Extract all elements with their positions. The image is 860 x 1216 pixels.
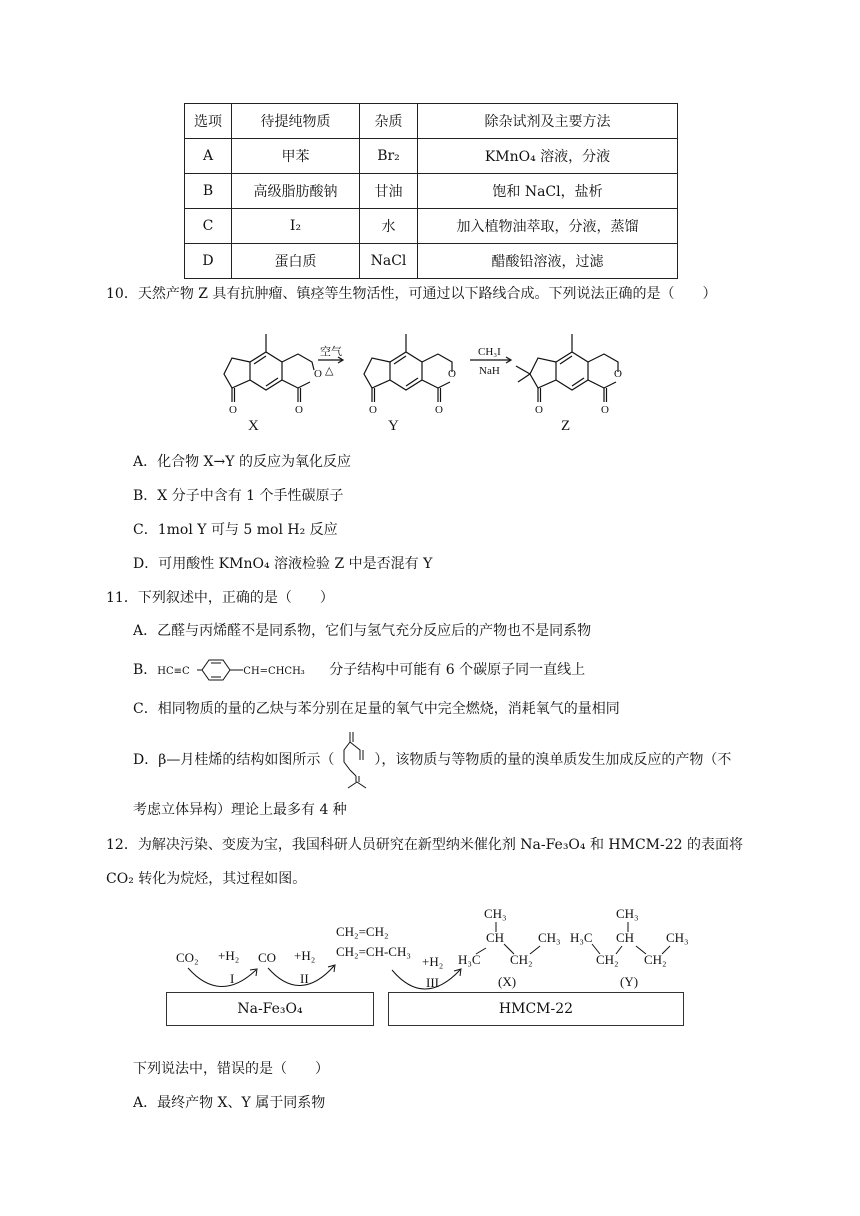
arrow1-condition-top: 空气 (320, 346, 342, 358)
q12-sub-stem: 下列说法中，错误的是（ ） (133, 1061, 329, 1077)
q12-stem-line2: CO₂ 转化为烷烃，其过程如图。 (106, 871, 307, 887)
table-row (185, 139, 678, 174)
q11-option-d-continued: 考虑立体异构）理论上最多有 4 种 (133, 802, 347, 818)
y-ch3-top: CH₃ (616, 906, 639, 921)
atom-o: O (535, 404, 543, 416)
x-ch3-top: CH₃ (484, 906, 507, 921)
table-cell: 甘油 (360, 174, 418, 209)
option-b-prefix: B． (133, 662, 158, 678)
q10-option-d: D．可用酸性 KMnO₄ 溶液检验 Z 中是否混有 Y (133, 556, 433, 572)
table-cell: C (185, 209, 232, 244)
table-cell: I₂ (232, 209, 360, 244)
x-ch: CH (486, 930, 505, 945)
x-ch2: CH₂ (510, 952, 533, 967)
step-3-label: III (426, 975, 439, 990)
catalyst-na-fe3o4-box: Na-Fe₃O₄ (166, 992, 374, 1026)
y-ch2-right: CH₂ (644, 952, 667, 967)
atom-o: O (369, 404, 377, 416)
table-cell: 饱和 NaCl，盐析 (418, 174, 678, 209)
table-cell: B (185, 174, 232, 209)
table-row (185, 174, 678, 209)
atom-o: O (448, 368, 456, 380)
structure-phenyl-enyne (157, 660, 329, 680)
table-cell: D (185, 244, 232, 279)
q11-option-a: A．乙醛与丙烯醛不是同系物，它们与氢气充分反应后的产物也不是同系物 (133, 623, 592, 639)
arrow2-condition-top: CH₃I (478, 346, 501, 358)
x-ch3-right: CH₃ (538, 930, 561, 945)
table-header: 除杂试剂及主要方法 (418, 104, 678, 139)
x-h3c: H₃C (458, 952, 481, 967)
ethylene-label: CH₂=CH₂ (336, 924, 389, 939)
benzene-ring-icon (197, 656, 245, 684)
y-ch2-left: CH₂ (596, 952, 619, 967)
atom-o: O (435, 404, 443, 416)
atom-o: O (295, 404, 303, 416)
atom-o: O (601, 404, 609, 416)
q11-stem: 11．下列叙述中，正确的是（ ） (106, 590, 334, 606)
purification-table (184, 103, 678, 279)
table-cell: KMnO₄ 溶液，分液 (418, 139, 678, 174)
table-cell: A (185, 139, 232, 174)
co-label: CO (258, 950, 277, 965)
table-cell: Br₂ (360, 139, 418, 174)
x-label: (X) (498, 974, 517, 989)
q11-option-b (133, 660, 585, 680)
table-row (185, 244, 678, 279)
y-ch: CH (616, 930, 635, 945)
h2-label: +H₂ (422, 954, 444, 969)
table-header: 杂质 (360, 104, 418, 139)
h2-label: +H₂ (294, 948, 316, 963)
myrcene-skeleton-icon (336, 730, 372, 792)
table-cell: 高级脂肪酸钠 (232, 174, 360, 209)
structure-right-group: CH=CHCH₃ (243, 666, 305, 677)
q10-reaction-scheme (210, 322, 650, 434)
compound-label-z: Z (561, 418, 571, 434)
table-row (185, 209, 678, 244)
option-b-suffix: 分子结构中可能有 6 个碳原子同一直线上 (329, 662, 586, 678)
compound-label-y: Y (388, 418, 399, 434)
q11-option-d (133, 750, 731, 770)
myrcene-structure (334, 750, 374, 770)
atom-o: O (314, 368, 322, 380)
table-cell: 蛋白质 (232, 244, 360, 279)
q12-stem-line1: 12．为解决污染、变废为宝，我国科研人员研究在新型纳米催化剂 Na-Fe₃O₄ 和 HMCM-22 的表面将 (106, 837, 744, 853)
q11-option-c: C．相同物质的量的乙炔与苯分别在足量的氧气中完全燃烧，消耗氧气的量相同 (133, 701, 620, 717)
y-ch3-right: CH₃ (666, 930, 689, 945)
option-d-prefix: D．β—月桂烯的结构如图所示（ (133, 752, 335, 768)
y-h3c: H₃C (570, 930, 593, 945)
h2-label: +H₂ (218, 948, 240, 963)
table-header: 待提纯物质 (232, 104, 360, 139)
table-header-row (185, 104, 678, 139)
table-header: 选项 (185, 104, 232, 139)
arrow1-condition-bottom: △ (325, 365, 334, 377)
table-cell: 甲苯 (232, 139, 360, 174)
atom-o: O (229, 404, 237, 416)
step-1-label: I (230, 971, 235, 986)
catalyst-hmcm22-box: HMCM-22 (388, 992, 684, 1026)
step-2-label: II (300, 971, 309, 986)
structure-left-group: HC≡C (157, 666, 190, 677)
option-d-suffix: ），该物质与等物质的量的溴单质发生加成反应的产物（不 (374, 752, 732, 768)
atom-o: O (614, 368, 622, 380)
q10-stem: 10．天然产物 Z 具有抗肿瘤、镇痉等生物活性，可通过以下路线合成。下列说法正确的是（ ） (106, 286, 717, 302)
arrow2-condition-bottom: NaH (479, 365, 500, 377)
y-label: (Y) (620, 974, 639, 989)
table-cell: 水 (360, 209, 418, 244)
q12-option-a: A．最终产物 X、Y 属于同系物 (133, 1095, 326, 1111)
table-cell: 醋酸铅溶液，过滤 (418, 244, 678, 279)
q10-option-b: B．X 分子中含有 1 个手性碳原子 (133, 488, 344, 504)
q10-option-a: A．化合物 X→Y 的反应为氧化反应 (133, 454, 351, 470)
q10-option-c: C．1mol Y 可与 5 mol H₂ 反应 (133, 522, 338, 538)
co2-label: CO₂ (176, 950, 199, 965)
table-cell: NaCl (360, 244, 418, 279)
compound-label-x: X (248, 418, 259, 434)
table-cell: 加入植物油萃取，分液，蒸馏 (418, 209, 678, 244)
propylene-label: CH₂=CH-CH₃ (336, 944, 411, 959)
